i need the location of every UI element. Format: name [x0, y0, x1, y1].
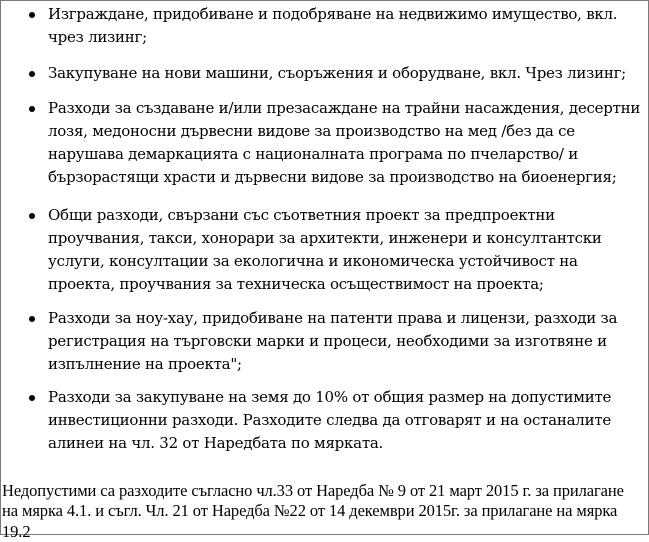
list-item: [48, 386, 644, 455]
bullet-icon: [29, 106, 35, 112]
list-item-text: Закупуване на нови машини, съоръжения и оборудване, вкл. Чрез лизинг;: [48, 64, 626, 82]
list-item-text: Изграждане, придобиване и подобряване на недвижимо имущество, вкл. чрез лизинг;: [48, 5, 617, 46]
bullet-icon: [29, 213, 35, 219]
bullet-icon: [29, 395, 35, 401]
list-item: [48, 307, 644, 376]
list-item: [48, 62, 644, 85]
list-item-text: Разходи за ноу-хау, придобиване на патенти права и лицензи, разходи за регистрация на търговски марки и процеси, необходими за изготвяне и изпълнение на проекта";: [48, 309, 617, 373]
bullet-icon: [29, 316, 35, 322]
bullet-icon: [29, 12, 35, 18]
list-item: [48, 204, 644, 296]
list-item-text: Разходи за закупуване на земя до 10% от общия размер на допустимите инвестиционни разходи. Разходите следва да отговарят и на останалите алинеи на чл. 32 от Наредбата по мярката.: [48, 388, 611, 452]
ineligible-costs-paragraph: Недопустими са разходите съгласно чл.33 от Наредба № 9 от 21 март 2015 г. за прилагане на мярка 4.1. и съгл. Чл. 21 от Наредба №22 от 14 декември 2015г. за прилагане на мярка 19.2: [2, 481, 642, 542]
list-item: [48, 3, 644, 49]
bullet-icon: [29, 71, 35, 77]
list-item-text: Разходи за създаване и/или презасаждане на трайни насаждения, десертни лозя, медоносни дървесни видове за производство на мед /без да се нарушава демаркацията с националната програма по пчеларство/ и бързорастящи храсти и дървесни видове за производство на биоенергия;: [48, 99, 640, 186]
list-item-text: Общи разходи, свързани със съответния проект за предпроектни проучвания, такси, хонорари за архитекти, инженери и консултантски услуги, консултации за екологична и икономическа устойчивост на проекта, проучвания за техническа осъществимост на проекта;: [48, 206, 602, 293]
list-item: [48, 97, 644, 189]
